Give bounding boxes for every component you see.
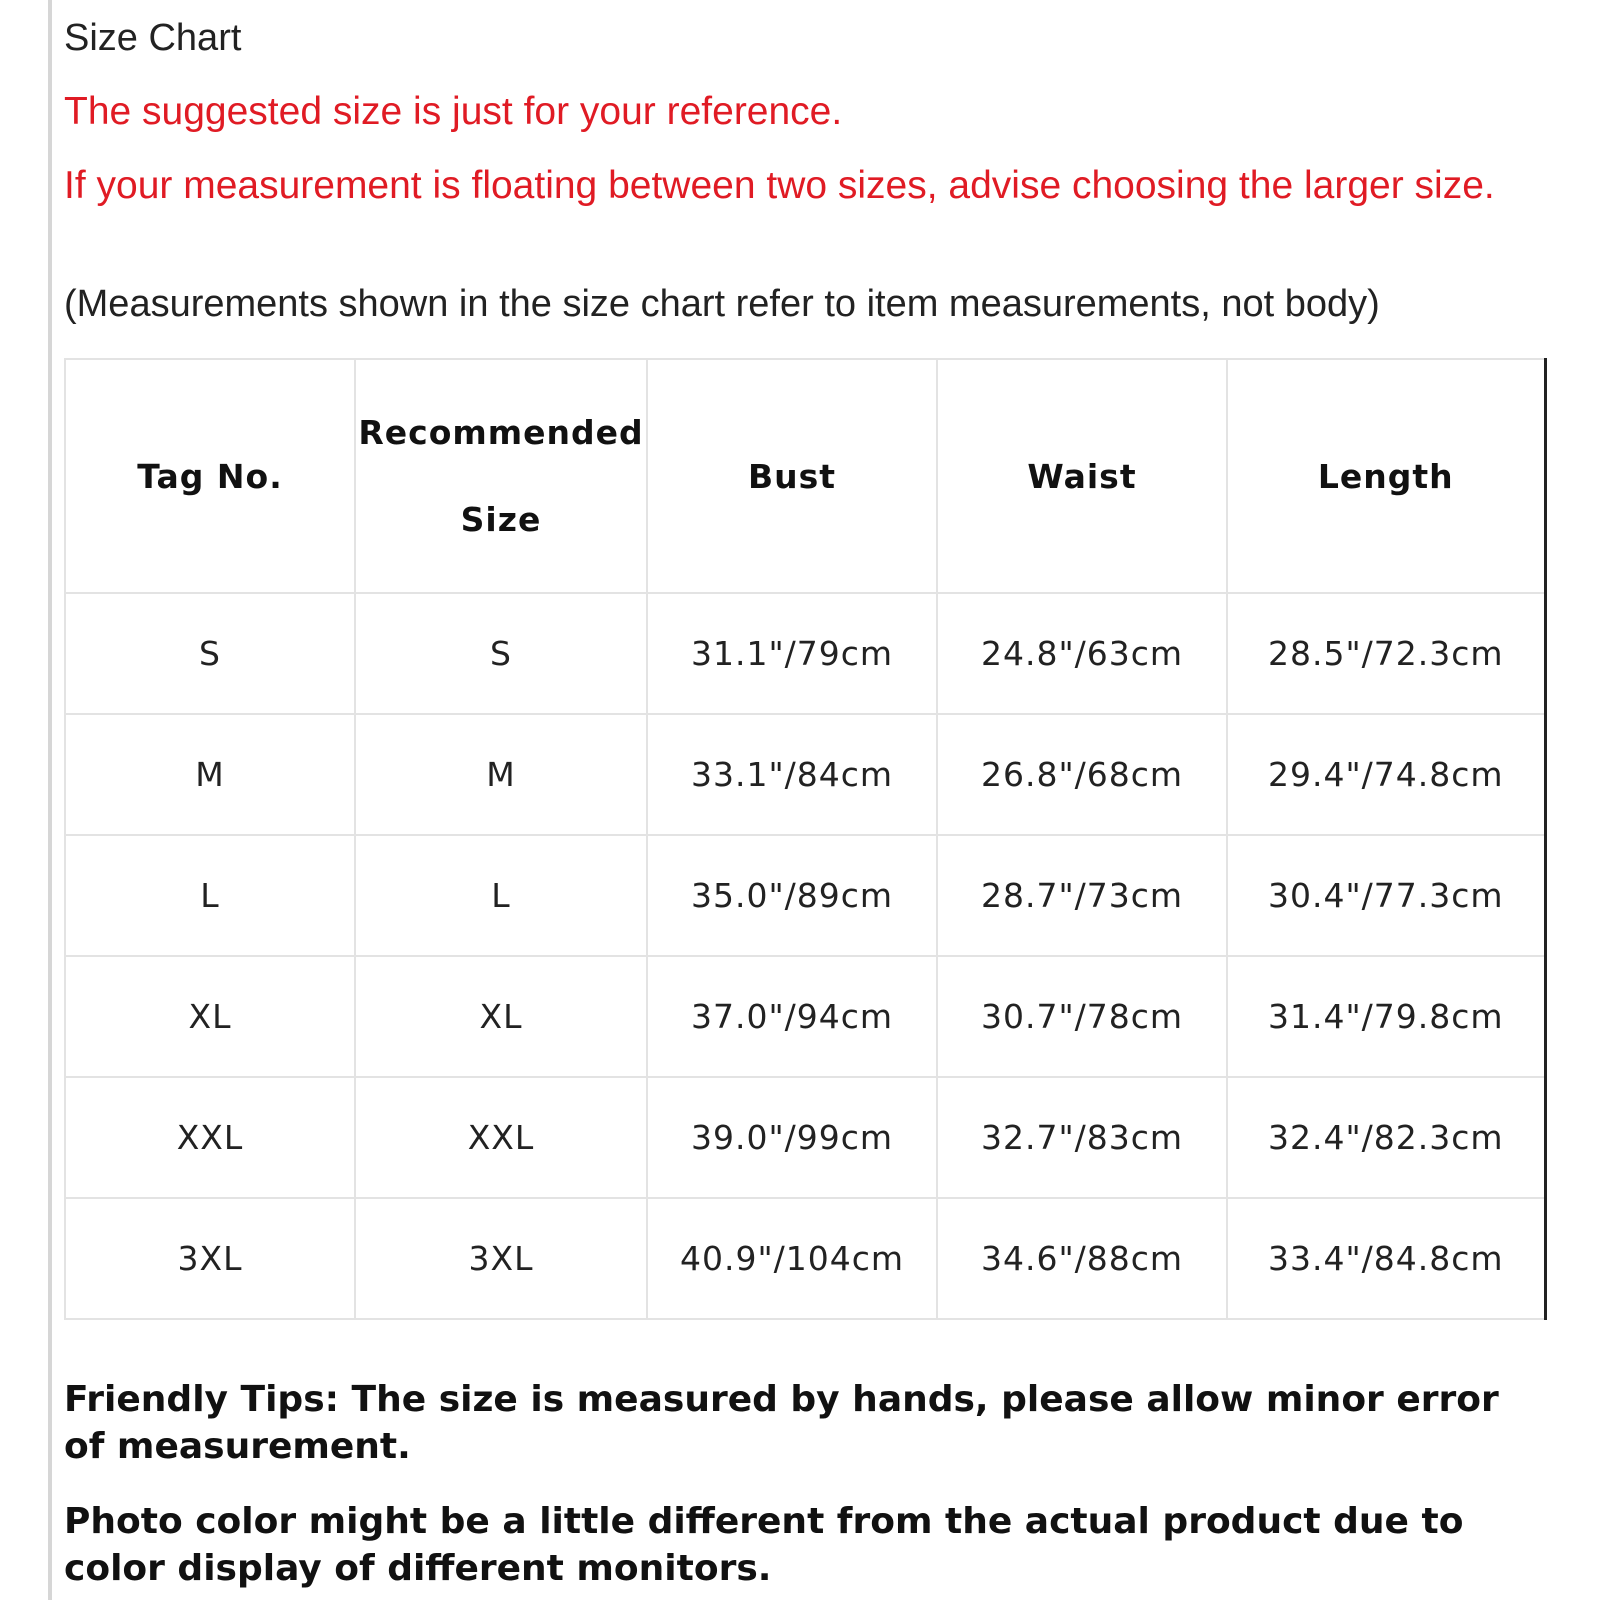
cell-bust: 31.1"/79cm	[647, 593, 937, 714]
cell-length: 29.4"/74.8cm	[1227, 714, 1545, 835]
cell-bust: 33.1"/84cm	[647, 714, 937, 835]
cell-tag-no: M	[65, 714, 355, 835]
page-title: Size Chart	[64, 17, 242, 59]
cell-bust: 39.0"/99cm	[647, 1077, 937, 1198]
header-recommended-line2: Size	[460, 500, 542, 539]
cell-recommended-size: 3XL	[355, 1198, 647, 1319]
cell-tag-no: S	[65, 593, 355, 714]
header-tag-no: Tag No.	[65, 359, 355, 593]
cell-waist: 28.7"/73cm	[937, 835, 1227, 956]
header-waist: Waist	[937, 359, 1227, 593]
cell-waist: 32.7"/83cm	[937, 1077, 1227, 1198]
cell-recommended-size: XL	[355, 956, 647, 1077]
table-header-row	[65, 359, 1545, 593]
cell-recommended-size: XXL	[355, 1077, 647, 1198]
cell-length: 33.4"/84.8cm	[1227, 1198, 1545, 1319]
cell-waist: 34.6"/88cm	[937, 1198, 1227, 1319]
cell-length: 28.5"/72.3cm	[1227, 593, 1545, 714]
cell-length: 31.4"/79.8cm	[1227, 956, 1545, 1077]
cell-recommended-size: M	[355, 714, 647, 835]
left-divider	[48, 0, 52, 1600]
cell-bust: 35.0"/89cm	[647, 835, 937, 956]
cell-waist: 26.8"/68cm	[937, 714, 1227, 835]
header-recommended-line1: Recommended	[358, 413, 644, 452]
cell-tag-no: 3XL	[65, 1198, 355, 1319]
table-row	[65, 835, 1545, 956]
friendly-tips: Friendly Tips: The size is measured by hands, please allow minor error of measurement.	[64, 1379, 1499, 1467]
header-length: Length	[1227, 359, 1545, 593]
cell-length: 32.4"/82.3cm	[1227, 1077, 1545, 1198]
header-bust: Bust	[647, 359, 937, 593]
size-table	[64, 358, 1547, 1320]
cell-tag-no: XL	[65, 956, 355, 1077]
floating-size-note: If your measurement is floating between two sizes, advise choosing the larger size.	[64, 164, 1495, 207]
table-row	[65, 956, 1545, 1077]
photo-color-tip: Photo color might be a little different from the actual product due to color display of different monitors.	[64, 1501, 1464, 1589]
cell-recommended-size: S	[355, 593, 647, 714]
cell-bust: 37.0"/94cm	[647, 956, 937, 1077]
table-row	[65, 593, 1545, 714]
cell-waist: 30.7"/78cm	[937, 956, 1227, 1077]
cell-waist: 24.8"/63cm	[937, 593, 1227, 714]
cell-recommended-size: L	[355, 835, 647, 956]
table-row	[65, 1198, 1545, 1319]
table-row	[65, 1077, 1545, 1198]
cell-tag-no: L	[65, 835, 355, 956]
cell-length: 30.4"/77.3cm	[1227, 835, 1545, 956]
cell-bust: 40.9"/104cm	[647, 1198, 937, 1319]
reference-note: The suggested size is just for your reference.	[64, 90, 843, 133]
header-recommended-size	[355, 359, 647, 593]
table-row	[65, 714, 1545, 835]
cell-tag-no: XXL	[65, 1077, 355, 1198]
measurement-basis-note: (Measurements shown in the size chart refer to item measurements, not body)	[64, 283, 1380, 325]
